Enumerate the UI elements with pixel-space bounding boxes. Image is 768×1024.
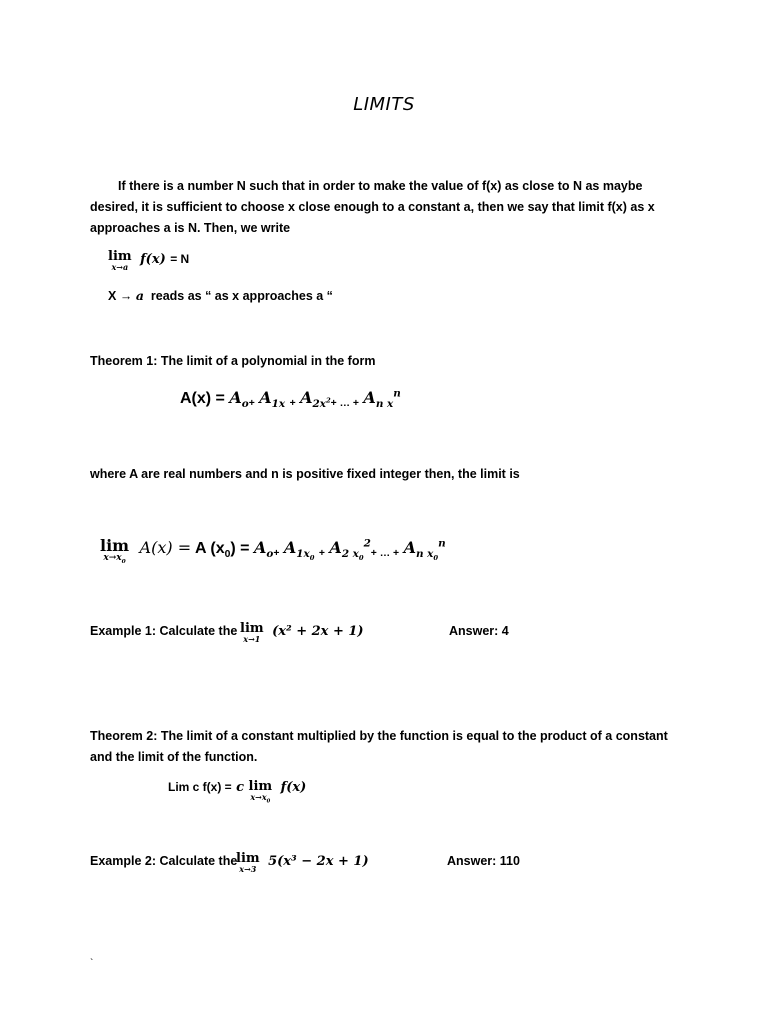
theorem1-where: where A are real numbers and n is positive fixed integer then, the limit is	[90, 467, 520, 481]
lim-operator: lim $x\to x_0$	[100, 536, 130, 565]
reads-as-line: X → a reads as “ as x approaches a “	[108, 288, 333, 303]
example1-answer: Answer: 4	[449, 624, 509, 638]
example1-label: Example 1: Calculate the	[90, 624, 238, 638]
polynomial-formula: $A(x) = A_o+ A_{1x} + A_{2x^2}+$ … + $A_{n x}^n$	[180, 387, 401, 411]
example2-answer: Answer: 110	[447, 854, 520, 868]
theorem2-heading: Theorem 2: The limit of a constant multiplied by the function is equal to the product of a constant and the limit of the function.	[90, 729, 668, 764]
lim-operator: lim x→1	[240, 621, 264, 644]
example2-label: Example 2: Calculate the	[90, 854, 238, 868]
polynomial-limit-formula: lim $x\to x_0$ A(x) = A $(x_0) = A_o+ A_{1x_0} + A_{2 x_0}^2+$ … + $A_{n x_0}^n$	[100, 536, 446, 565]
theorem2-formula: $^{Lim c f(x) =}$ $^c$ lim $x\to x_0$ $^{f(x)}$	[168, 779, 307, 805]
intro-paragraph	[90, 176, 690, 239]
stray-mark: `	[90, 958, 94, 969]
page-title: LIMITS	[353, 94, 415, 115]
intro-text: If there is a number N such that in order to make the value of f(x) as close to N as maybe desired, it is sufficient to choose x close enough to a constant a, then we say that limit f(x) as x approaches a is N. Then, we write	[90, 179, 655, 235]
lim-operator: lim x→3	[236, 851, 260, 874]
example1-formula: lim x→1 (x² + 2x + 1)	[240, 621, 364, 644]
theorem1-heading: Theorem 1: The limit of a polynomial in the form	[90, 354, 376, 368]
definition-formula: lim x→a f(x) = N	[108, 249, 190, 272]
example2-formula: lim x→3 5(x³ − 2x + 1)	[236, 851, 369, 874]
lim-operator: lim x→a	[108, 249, 132, 272]
lim-operator: lim $x\to x_0$	[248, 779, 273, 805]
